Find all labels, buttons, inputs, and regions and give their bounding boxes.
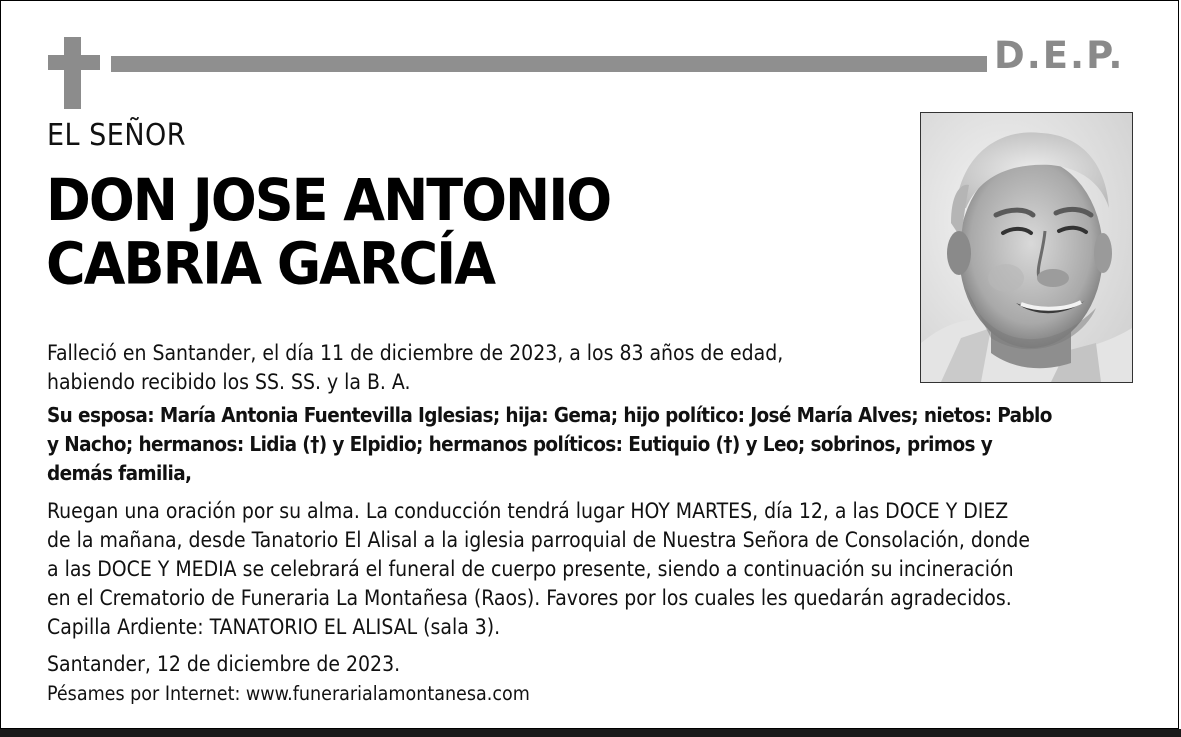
family-line: y Nacho; hermanos: Lidia (†) y Elpidio; hermanos políticos: Eutiquio (†) y Leo; sobrinos, primos y [47, 432, 993, 456]
ceremony-line: a las DOCE Y MEDIA se celebrará el funeral de cuerpo presente, siendo a continuación su incineración [47, 557, 1014, 581]
dep-label: D.E.P. [994, 34, 1125, 77]
family-line: demás familia, [47, 461, 192, 485]
condolences-web: Pésames por Internet: www.funerarialamontanesa.com [47, 682, 530, 705]
death-notice [47, 339, 783, 397]
closing [47, 650, 530, 708]
title-prefix: EL SEÑOR [47, 118, 187, 153]
place-date: Santander, 12 de diciembre de 2023. [47, 652, 401, 676]
death-notice-line: Falleció en Santander, el día 11 de diciembre de 2023, a los 83 años de edad, [47, 341, 784, 365]
ceremony-line: Ruegan una oración por su alma. La conducción tendrá lugar HOY MARTES, día 12, a las DOCE Y DIEZ [47, 499, 1009, 523]
cross-icon [48, 37, 100, 109]
ceremony-line: en el Crematorio de Funeraria La Montañesa (Raos). Favores por los cuales les quedarán agradecidos. [47, 586, 1012, 610]
ceremony-line: Capilla Ardiente: TANATORIO EL ALISAL (sala 3). [47, 615, 501, 639]
death-notice-line: habiendo recibido los SS. SS. y la B. A. [47, 370, 411, 394]
name-line-1: DON JOSE ANTONIO [46, 165, 611, 234]
header-rule [111, 56, 987, 72]
ceremony-details [47, 497, 1030, 642]
name-line-2: CABRIA GARCÍA [46, 229, 495, 298]
family-line: Su esposa: María Antonia Fuentevilla Iglesias; hija: Gema; hijo político: José María Alves; nietos: Pablo [47, 403, 1052, 427]
portrait-photo [920, 112, 1133, 383]
bottom-rule [0, 729, 1181, 737]
ceremony-line: de la mañana, desde Tanatorio El Alisal a la iglesia parroquial de Nuestra Señora de Consolación, donde [47, 528, 1031, 552]
family-list [47, 401, 1052, 488]
deceased-name [46, 165, 611, 298]
